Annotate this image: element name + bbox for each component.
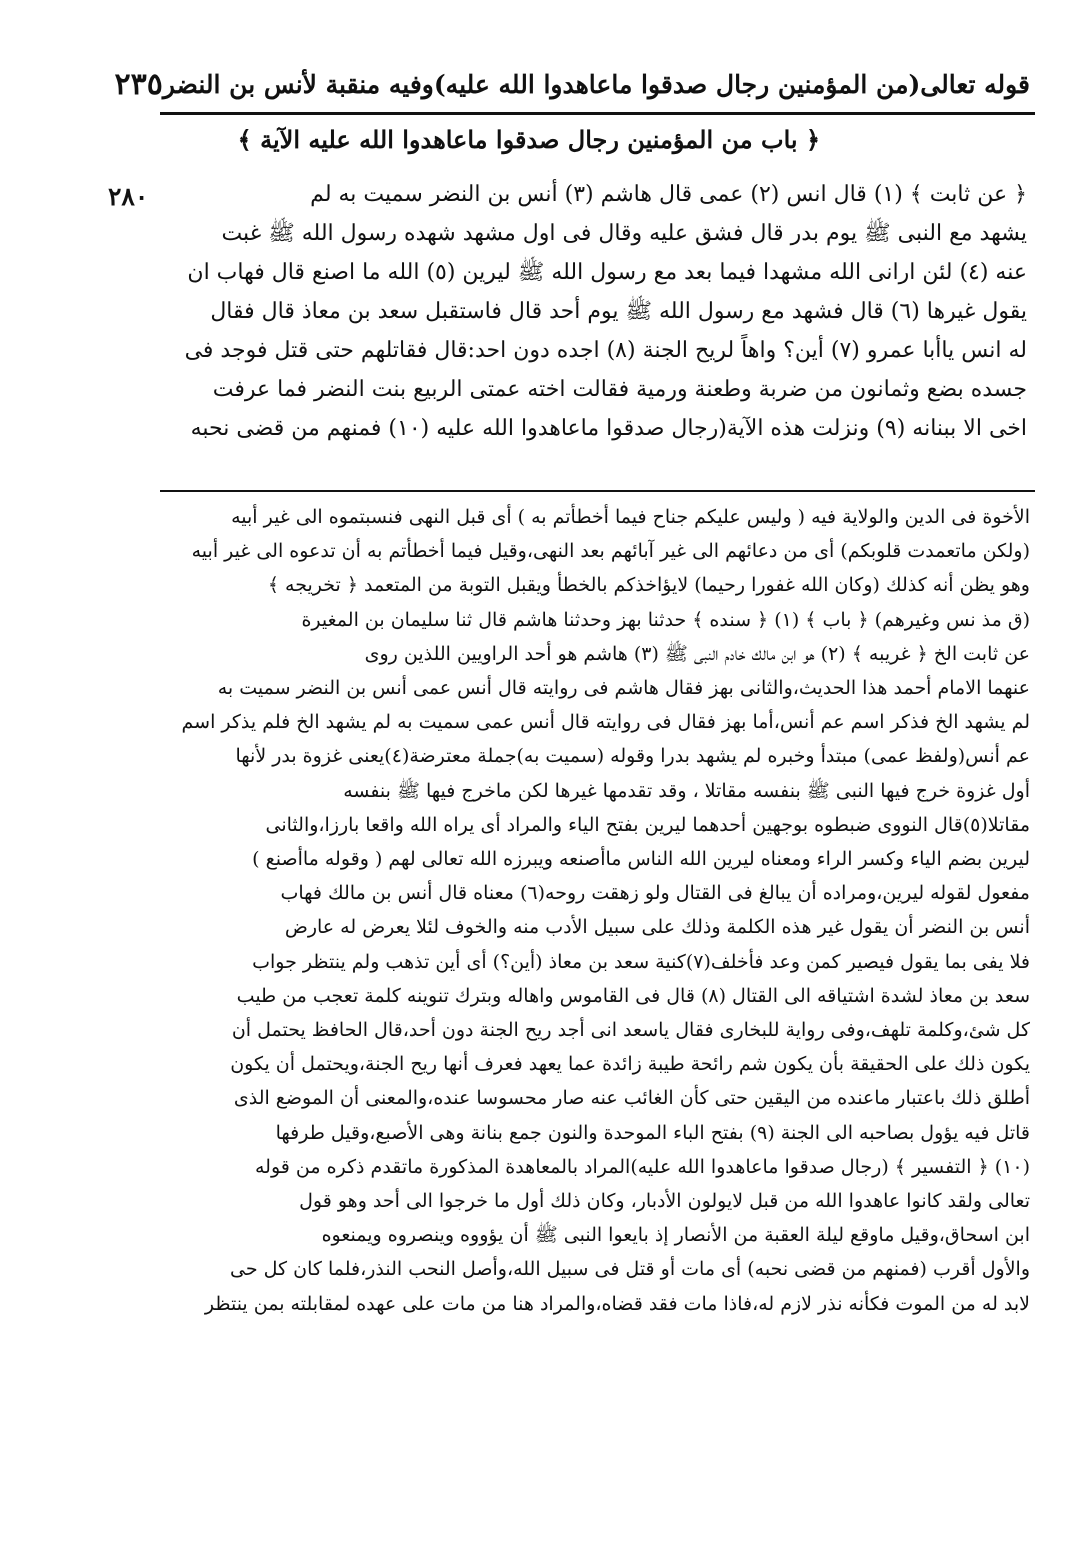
- commentary-line: تعالى ولقد كانوا عاهدوا الله من قبل لايولون الأدبار، وكان ذلك أول ما خرجوا الى أحد وهو قول: [299, 1190, 1030, 1213]
- hadith-line: اخى الا ببنانه (٩) ونزلت هذه الآية(رجال صدقوا ماعاهدوا الله عليه (١٠) فمنهم من قضى نحبه: [190, 416, 1027, 441]
- commentary-line: لم يشهد الخ فذكر اسم عم أنس،أما بهز فقال فى روايته قال أنس عمى سميت به لم يشهد الخ فلم يذكر اسم: [181, 711, 1030, 734]
- running-header-title: قوله تعالى(من المؤمنين رجال صدقوا ماعاهدوا الله عليه)وفيه منقبة لأنس بن النضر: [162, 69, 1030, 99]
- commentary-line: عنهما الامام أحمد هذا الحديث،والثانى بهز فقال هاشم فى روايته قال أنس عمى أنس بن النضر سميت به: [217, 677, 1030, 700]
- hadith-number: ٢٨٠: [108, 182, 149, 211]
- hadith-line: جسده بضع وثمانون من ضربة وطعنة ورمية فقالت اخته عمتى الربيع بنت النضر فما عرفت: [212, 377, 1027, 402]
- hadith-line: ﴿ عن ثابت ﴾ (١) قال انس (٢) عمى قال هاشم (٣) أنس بن النضر سميت به لم: [310, 182, 1027, 207]
- hadith-line: له انس ياأبا عمرو (٧) أين؟ واهاً لريح الجنة (٨) اجده دون احد:قال فقاتلهم حتى قتل فوجد فى: [184, 338, 1027, 363]
- commentary-line: عن ثابت الخ ﴿ غريبه ﴾ (٢) هو ابن مالك خادم النبى ﷺ (٣) هاشم هو أحد الراويين اللذين روى: [364, 642, 1030, 665]
- commentary-line: ليرين بضم الياء وكسر الراء ومعناه ليرين الله الناس ماأصنعه ويبرزه الله تعالى لهم ( وقوله ماأصنع ): [252, 848, 1030, 871]
- commentary-line: ابن اسحاق،وقيل ماوقع ليلة العقبة من الأنصار إذ بايعوا النبى ﷺ أن يؤووه وينصروه ويمنعوه: [321, 1224, 1030, 1247]
- commentary-line: مفعول لقوله ليرين،ومراده أن يبالغ فى القتال ولو زهقت روحه(٦) معناه قال أنس بن مالك فهاب: [280, 882, 1030, 905]
- commentary-line: (ق مذ نس وغيرهم) ﴿ باب ﴾ (١) ﴿ سنده ﴾ حدثنا بهز وحدثنا هاشم قال ثنا سليمان بن المغيرة: [301, 608, 1030, 631]
- commentary-line: أنس بن النضر أن يقول غير هذه الكلمة وذلك على سبيل الأدب منه والخوف لئلا يعرض له عارض: [284, 916, 1030, 939]
- commentary-line: يكون ذلك على الحقيقة بأن يكون شم رائحة طيبة زائدة عما يعهد فعرف أنها ريح الجنة،ويحتمل أن يكون: [230, 1053, 1030, 1076]
- commentary-line: الأخوة فى الدين والولاية فيه ( وليس عليكم جناح فيما أخطأتم به ) أى قبل النهى فنسبتموه الى غير أبيه: [231, 506, 1030, 528]
- commentary-line: لابد له من الموت فكأنه نذر لازم له،فاذا مات فقد قضاه،والمراد هنا من مات على عهده لمقابلته بمن ينتظر: [204, 1292, 1030, 1315]
- commentary-line: (١٠) ﴿ التفسير ﴾ (رجال صدقوا ماعاهدوا الله عليه)المراد بالمعاهدة المذكورة ماتقدم ذكره من قوله: [254, 1155, 1030, 1178]
- footnote-divider: [160, 490, 1035, 492]
- commentary-line: كل شئ،وكلمة تلهف،وفى رواية للبخارى فقال ياسعد انى أجد ريح الجنة دون أحد،قال الحافظ يحتمل أن: [231, 1019, 1030, 1042]
- hadith-text: [182, 175, 1027, 485]
- commentary-line: أول غزوة خرج فيها النبى ﷺ بنفسه مقاتلا ، وقد تقدمها غيرها لكن ماخرج فيها ﷺ بنفسه: [343, 779, 1030, 802]
- commentary-line: مقاتلا(٥)قال النووى ضبطوه بوجهين أحدهما ليرين بفتح الياء والمراد أى يراه الله واقعا بارزا،والثانى: [265, 813, 1030, 836]
- hadith-line: يقول غيرها (٦) قال فشهد مع رسول الله ﷺ يوم أحد قال فاستقبل سعد بن معاذ قال فقال: [210, 299, 1027, 324]
- commentary-text: [160, 500, 1030, 1520]
- page-number: ٢٣٥: [114, 66, 163, 102]
- commentary-line: والأول أقرب (فمنهم من قضى نحبه) أى مات أو قتل فى سبيل الله،وأصل النحب النذر،فلما كان كل حى: [230, 1258, 1030, 1281]
- commentary-line: أطلق ذلك باعتبار ماعنده من اليقين حتى كأن الغائب عنه صار محسوسا عنده،والمعنى أن الموضع الذى: [233, 1087, 1030, 1110]
- running-header: [114, 62, 1030, 106]
- commentary-line: سعد بن معاذ لشدة اشتياقه الى القتال (٨) قال فى القاموس واهاله وبترك تنوينه كلمة تعجب من طيب: [236, 984, 1030, 1007]
- commentary-line: فلا يفى بما يقول فيصير كمن وعد فأخلف(٧)كنية سعد بن معاذ (أين؟) أى أين تذهب ولم ينتظر جواب: [252, 950, 1030, 973]
- commentary-line: وهو يظن أنه كذلك (وكان الله غفورا رحيما) لايؤاخذكم بالخطأ ويقبل التوبة من المتعمد ﴿ تخريجه ﴾: [267, 574, 1030, 597]
- commentary-line: عم أنس(ولفظ عمى) مبتدأ وخبره لم يشهد بدرا وقوله (سميت به)جملة معترضة(٤)يعنى غزوة بدر لأنها: [235, 745, 1030, 768]
- commentary-line: قاتل فيه يؤول بصاحبه الى الجنة (٩) بفتح الباء الموحدة والنون جمع بنانة وهى الأصبع،وقيل طرفها: [275, 1121, 1030, 1144]
- commentary-line: (ولكن ماتعمدت قلوبكم) أى من دعائهم الى غير آبائهم بعد النهى،وقيل فيما أخطأتم به أن تدعوه الى غير أبيه: [191, 540, 1030, 563]
- hadith-line: يشهد مع النبى ﷺ يوم بدر قال فشق عليه وقال فى اول مشهد شهده رسول الله ﷺ غبت: [221, 221, 1027, 246]
- hadith-line: عنه (٤) لئن ارانى الله مشهدا فيما بعد مع رسول الله ﷺ ليرين (٥) الله ما اصنع قال فهاب ان: [187, 260, 1027, 285]
- header-rule: [160, 112, 1035, 115]
- chapter-title: ﴿ باب من المؤمنين رجال صدقوا ماعاهدوا الله عليه الآية ﴾: [237, 125, 820, 154]
